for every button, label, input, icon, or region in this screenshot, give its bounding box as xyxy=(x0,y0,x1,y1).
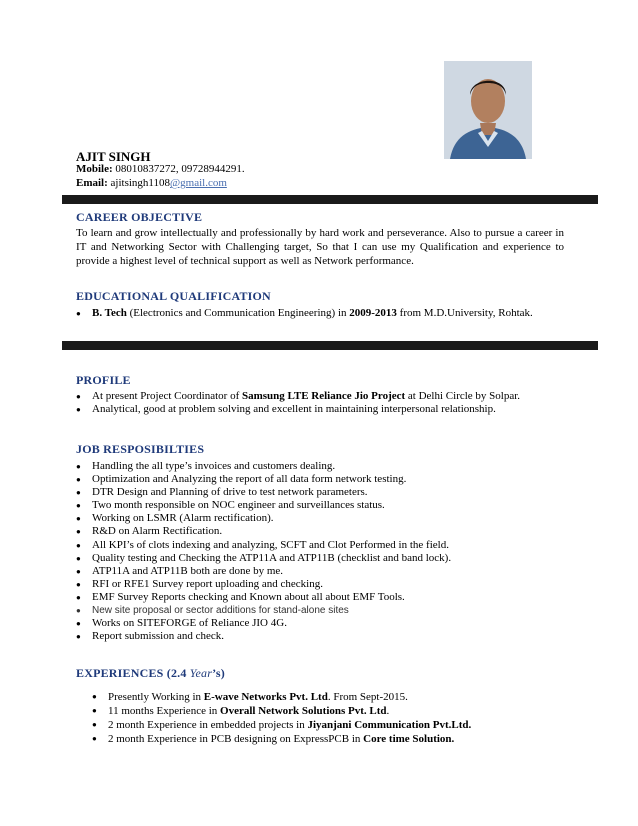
heading-year: Year xyxy=(189,666,213,680)
list-item: ● All KPI’s of clots indexing and analyzing, SCFT and Clot Performed in the field. xyxy=(76,539,451,552)
text: . xyxy=(386,705,390,717)
email-label: Email: xyxy=(76,177,108,189)
career-text: To learn and grow intellectually and professionally by hard work and perseverance. Also to pursue a career in IT and Networking Sector with Challenging target, So that I can use my Qualification and experience to provide a highest level of technical support as well as Network performance. xyxy=(76,227,564,267)
university: from M.D.University, Rohtak. xyxy=(396,307,533,319)
education-list xyxy=(76,307,533,320)
company: Jiyanjani Communication Pvt.Ltd. xyxy=(307,719,472,731)
list-item xyxy=(92,704,471,718)
profile-heading: PROFILE xyxy=(76,373,131,387)
text: 11 months Experience in xyxy=(108,705,221,717)
candidate-name: AJIT SINGH xyxy=(76,149,151,164)
list-item: ● Two month responsible on NOC engineer and surveillances status. xyxy=(76,499,451,512)
list-item: ● Report submission and check. xyxy=(76,630,451,643)
career-heading: CAREER OBJECTIVE xyxy=(76,210,203,224)
text: 2 month Experience in PCB designing on ExpressPCB in xyxy=(108,733,364,745)
list-item xyxy=(76,390,520,403)
list-item: ● Works on SITEFORGE of Reliance JIO 4G. xyxy=(76,617,451,630)
list-item: ● ATP11A and ATP11B both are done by me. xyxy=(76,565,451,578)
mobile-label: Mobile: xyxy=(76,163,113,175)
list-item: ● Handling the all type’s invoices and customers dealing. xyxy=(76,460,451,473)
list-item xyxy=(92,718,471,732)
text: . From Sept-2015. xyxy=(327,691,408,703)
profile-photo xyxy=(444,61,532,159)
list-item: ● Optimization and Analyzing the report of all data form network testing. xyxy=(76,473,451,486)
email-line xyxy=(76,177,227,189)
text: At present Project Coordinator of xyxy=(92,390,242,402)
mobile-line xyxy=(76,163,245,175)
mobile-value: 08010837272, 09728944291. xyxy=(115,163,245,175)
text: 2 month Experience in embedded projects in xyxy=(108,719,308,731)
company: E-wave Networks Pvt. Ltd xyxy=(203,691,328,703)
degree-years: 2009-2013 xyxy=(349,307,397,319)
degree: B. Tech xyxy=(92,307,127,319)
list-item: ● R&D on Alarm Rectification. xyxy=(76,525,451,538)
experience-heading xyxy=(76,666,225,681)
section-divider xyxy=(62,195,598,204)
list-item xyxy=(92,732,471,746)
person-photo-icon xyxy=(444,61,532,159)
jobs-list xyxy=(76,460,451,643)
list-item: ● DTR Design and Planning of drive to test network parameters. xyxy=(76,486,451,499)
list-item: ● RFI or RFE1 Survey report uploading and checking. xyxy=(76,578,451,591)
list-item: ● Quality testing and Checking the ATP11A and ATP11B (checklist and band lock). xyxy=(76,552,451,565)
list-item xyxy=(76,604,451,617)
text: New site proposal or sector additions for stand-alone sites xyxy=(92,605,349,617)
list-item: ● Working on LSMR (Alarm rectification). xyxy=(76,512,451,525)
project-name: Samsung LTE Reliance Jio Project xyxy=(242,390,406,402)
section-divider xyxy=(62,341,598,350)
list-item: ● Analytical, good at problem solving and excellent in maintaining interpersonal relationship. xyxy=(76,403,520,416)
company: Overall Network Solutions Pvt. Ltd xyxy=(220,705,387,717)
jobs-heading: JOB RESPOSIBILTIES xyxy=(76,442,205,456)
text: at Delhi Circle by Solpar. xyxy=(405,390,521,402)
email-user: ajitsingh1108 xyxy=(110,177,171,189)
heading-end: ’s) xyxy=(212,666,225,680)
heading-text: EXPERIENCES (2.4 xyxy=(76,666,190,680)
education-heading: EDUCATIONAL QUALIFICATION xyxy=(76,289,271,303)
degree-detail: (Electronics and Communication Engineering) in xyxy=(126,307,350,319)
list-item: ● EMF Survey Reports checking and Known about all about EMF Tools. xyxy=(76,591,451,604)
text: Presently Working in xyxy=(108,691,204,703)
list-item xyxy=(92,690,471,704)
experience-list xyxy=(92,690,471,746)
profile-list xyxy=(76,390,520,416)
list-item xyxy=(76,307,533,320)
company: Core time Solution. xyxy=(363,733,455,745)
email-link[interactable]: @gmail.com xyxy=(170,177,227,189)
